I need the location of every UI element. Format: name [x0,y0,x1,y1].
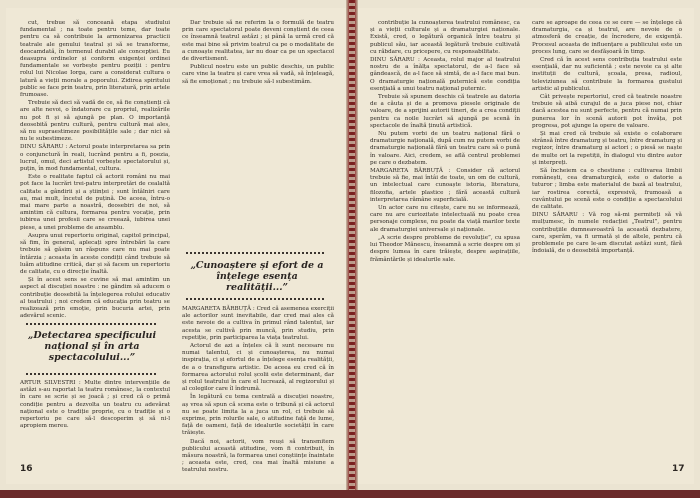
left-page [6,8,346,484]
paragraph: Cred că în acest sens contribuția teatrului este esențială, dar nu suficientă ; este nevoie ca și alte instituții de cultură, școala, presa, radioul, televiziunea să contribuie la formarea gustului artistic al publicului. [532,57,682,92]
paragraph: care se aproape de ceea ce se cere — se înțelege că dramaturgia, ca și teatrul, are nevoie de o atmosferă de creație, de încredere, de exigență. Procesul aceasta de influențare a publicului este un proces lung, care se desfășoară în timp. [532,20,682,55]
paragraph: MARGARETA BĂRBUȚĂ : Consider că actorul trebuie să fie, mai întâi de toate, un om de cultură, un intelectual care cunoaște istoria, literatura, filozofia, artele plastice ; fără această cultură interpretarea rămâne superficială. [370,168,520,203]
page-number-right: 17 [672,464,685,474]
paragraph: Asupra unui repertoriu original, capitol principal, să fim, în general, aplecați spre întrebări la care trebuie să găsim un răspuns care nu mai poate întârzia ; aceasta în aceste condiții când trebuie să luăm atitudine critică, dar și să facem un repertoriu de calitate, cu o direcție înaltă. [20,232,170,275]
paragraph: Publicul nostru este un public deschis, un public care vine la teatru și care vrea să vadă, să înțeleagă, să fie emoționat ; nu trebuie să-l subestimăm. [182,64,334,85]
pull-quote-knowledge-effort: „Cunoaștere și efort de a înțelege esența realității...” [190,260,324,293]
paragraph: Dar trebuie să ne referim la o formulă de teatru prin care spectatorul poate deveni conștient de ceea ce înseamnă teatrul astăzi ; și până la urmă cred că este mai bine să privim teatrul ca pe o modalitate de a cunoaște realitatea, iar nu doar ca pe un spectacol de divertisment. [182,20,334,63]
binding-stitch [349,0,355,498]
paragraph: Și mai cred că trebuie să existe o colaborare strânsă între dramaturg și teatru, între dramaturg și regizor, între dramaturg și actori ; o piesă se naște de multe ori la repetiții, în dialogul viu dintre autor și interpreți. [532,131,682,166]
paragraph: ARTUR SILVESTRI : Multe dintre intervențiile de astăzi s-au raportat la teatru românesc, la contextul în care se scrie și se joacă ; și cred că o primă condiție pentru a dezvolta un teatru cu adevărat național este o tradiție proprie, cu o tradiție și o repertoriu pe care să-l descoperim și să ni-l apropiem mereu. [20,380,170,430]
book-bottom-edge [0,490,700,498]
right-page [358,8,694,484]
left-column-1 [20,20,170,320]
paragraph: Nu putem vorbi de un teatru național fără o dramaturgie națională, după cum nu putem vorbi de dramaturgie națională fără un teatru care să o pună în valoare. Aici, credem, se află centrul problemei pe care o dezbatem. [370,131,520,166]
paragraph: DINU SĂRARU : Actorul poate interpretarea sa prin o conjunctură în reali, lucrând pentru a fi, poezia, lucrul, omul, deci artistul vorbește spectatorului și, puțin, în mod fundamental, cultura. [20,144,170,173]
paragraph: DINU SĂRARU : Aceasta, rolul major al teatrului nostru de a înălța spectatorul, de a-l face să gândească, de a-l face să simtă, de a-l face mai bun. O dramaturgie națională puternică este condiția esențială a unui teatru național puternic. [370,57,520,92]
quote-rule-bottom [26,373,156,375]
left-column-2-top [182,20,334,238]
left-column-2-bottom [182,306,334,474]
paragraph: cut, trebue să conceană etapa studiului fundamental ; na toate pentru teme, dar toate pentru ca să contribuie la armonizarea practicii teatrale ale genului teatral și să se transforme, deocamdată, în termenul durabil ale concepției. Eu deasupra ordinelor și conform exigenței ordinei fundamentale se vorbește pentru poziții : pentru rolul lui Nicolae Iorga, care a considerat cultura o latură a vieții morale a poporului. Zidirea spiritului public se face prin teatru, prin literatură, prin artele frumoase. [20,20,170,99]
paragraph: Să încheiem ca o chestiune : cultivarea limbii românești, cea dramaturgică, este o datorie a tuturor ; limba este materialul de bază al teatrului, iar rostirea corectă, expresivă, frumoasă a cuvântului pe scenă este o condiție a spectacolului de calitate. [532,168,682,211]
paragraph: Dacă noi, actorii, vom reuși să transmitem publicului această atitudine, vom fi contribuit, în măsura noastră, la formarea unei conștiințe înaintate ; aceasta este, cred, cea mai înaltă misiune a teatrului nostru. [182,438,334,474]
pull-quote-national-specific: „Detectarea specificului național și în arta spectacolului...” [27,330,157,363]
quote-rule-top [186,252,326,254]
paragraph: Și în acest sens se cuvine să mai amintim un aspect al discuției noastre : ne gândim să aducem o contribuție deosebită la înțelegerea rolului educativ al teatrului ; noi credem că educația prin teatru se realizează prin emoție, prin bucuria artei, prin adevărul scenic. [20,277,170,320]
paragraph: DINU SĂRARU : Vă rog să-mi permiteți să vă mulțumesc, în numele redacției „Teatrul”, pentru contribuțiile dumneavoastră la această dezbatere, care, sperăm, va fi urmată și de altele, pentru că problemele pe care le-am discutat astăzi sunt, fără îndoială, de o deosebită importanță. [532,212,682,255]
paragraph: contribuție la cunoașterea teatrului românesc, ca și a vieții culturale și a dramaturgiei naționale. Există, cred, o legătură organică între teatru și publicul său, iar această legătură trebuie cultivată cu răbdare, cu pricepere, cu responsabilitate. [370,20,520,55]
left-column-1-bottom [20,380,170,462]
paragraph: În legătură cu tema centrală a discuției noastre, aș vrea să spun că scena este o tribună și că actorul nu se poate limita la a juca un rol, ci trebuie să exprime, prin rolurile sale, o atitudine față de lume, față de oameni, față de idealurile societății în care trăiește. [182,394,334,437]
page-number-left: 16 [20,464,33,474]
paragraph: „A scrie despre probleme de revoluție”, cu spusa lui Theodor Mănescu, înseamnă a scrie despre om și despre lumea în care trăiește, despre aspirațiile, frământările și idealurile sale. [370,234,520,263]
right-column-2 [532,20,682,460]
paragraph: Trebuie să deci să vadă de ce, să fie conștienți că are alte nevoi, o îndatorare cu propriul, realizările nu pot fi și să ajungă pe plan. O importanță deosebită pentru cultură, pentru cultură mai ales, să nu supraestimeze posibilitățile sale ; dar nici să nu le subestimeze. [20,100,170,143]
paragraph: Este o realitate faptul că actorii români nu mai pot face la lucrări trei-patru interpretări de cealaltă calitate a gândirii și a științei ; sunt întâlniri care au, mai mult, încetul de puțină. De aceea, întru-o mai mare parte a noastră, deosebiri de noi, să amintim că cultura, formarea pentru vocație, prin iubirea unei profesii care se creează, iubirea unei piese, a unei probleme de ansamblu. [20,174,170,231]
right-column-1 [370,20,520,460]
paragraph: Un actor care nu citește, care nu se informează, care nu are curiozitate intelectuală nu poate crea personaje complexe, nu poate da viață marilor texte ale dramaturgiei universale și naționale. [370,205,520,233]
paragraph: MARGARETA BĂRBUȚĂ : Cred că asemenea exerciții ale actorilor sunt inevitabile, dar cred mai ales că este nevoie de a cultiva în primul rând talentul, iar acesta se cultivă prin muncă, prin studiu, prin repetiție, prin participarea la viața teatrului. [182,306,334,341]
paragraph: Actorul de azi a înțeles că îi sunt necesare nu numai talentul, ci și cunoașterea, nu numai inspirația, ci și efortul de a înțelege esența realității, de a o transfigura artistic. De aceea eu cred că în formarea actorului rolul școlii este determinant, dar și rolul teatrului în care el lucrează, al regizorului și al colegilor care îl îndrumă. [182,343,334,393]
quote-rule-bottom [186,298,326,300]
paragraph: Trebuie să spunem deschis că teatrele au datoria de a căuta și de a promova piesele originale de valoare, de a sprijini autorii tineri, de a crea condiții pentru ca noile lucrări să ajungă pe scenă în spectacole de înaltă ținută artistică. [370,94,520,129]
quote-rule-top [26,323,156,325]
paragraph: Cât privește repertoriul, cred că teatrele noastre trebuie să aibă curajul de a juca piese noi, chiar dacă acestea nu sunt perfecte, pentru că numai prin punerea lor în scenă autorii pot învăța, pot progresa, pot ajunge la opere de valoare. [532,94,682,129]
